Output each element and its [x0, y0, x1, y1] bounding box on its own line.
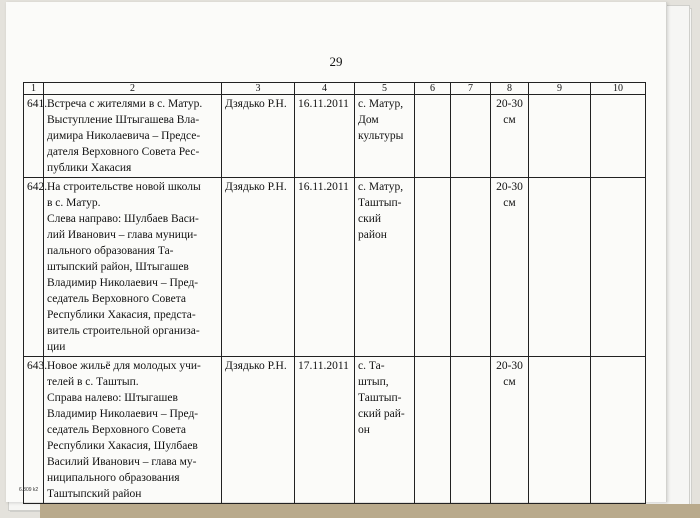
page-number: 29 [329, 54, 343, 69]
column-header: 6 [415, 83, 451, 95]
entry-col7 [451, 178, 491, 357]
entry-place: с. Та- штып, Таштып- ский рай- он [355, 357, 415, 504]
entry-description: Встреча с жителями в с. Матур. Выступление Штыгашева Вла- димира Николаевича – Предсе- дателя Верховного Совета Рес- публики Хакасия [44, 95, 222, 178]
column-header: 9 [529, 83, 591, 95]
entry-author: Дзядько Р.Н. [222, 357, 295, 504]
entry-description: На строительстве новой школы в с. Матур. Слева направо: Шулбаев Васи- лий Иванович – глава муници- пального образования Та- штыпский район, Штыгашев Владимир Николаевич – Пред- седатель Верховного Совета Республики Хакасия, предста- витель строительной организа- ции [44, 178, 222, 357]
entry-col10 [591, 95, 646, 178]
column-header: 7 [451, 83, 491, 95]
entry-col9 [529, 95, 591, 178]
scanner-edge [40, 504, 700, 518]
entry-number: 643. [24, 357, 44, 504]
entry-date: 16.11.2011 [295, 95, 355, 178]
print-stamp: 6.309 k2 [19, 487, 39, 493]
table-row [24, 178, 646, 357]
document-page [6, 2, 667, 502]
column-header: 8 [491, 83, 529, 95]
entry-col7 [451, 357, 491, 504]
column-header: 3 [222, 83, 295, 95]
entry-place: с. Матур, Дом культуры [355, 95, 415, 178]
entry-size: 20-30 см [491, 178, 529, 357]
entry-place: с. Матур, Таштып- ский район [355, 178, 415, 357]
register-table [23, 82, 646, 504]
entry-description: Новое жильё для молодых учи- телей в с. Таштып. Справа налево: Штыгашев Владимир Николаевич – Пред- седатель Верховного Совета Республики Хакасия, Шулбаев Василий Иванович – глава му- ниципального образования Таштыпский район [44, 357, 222, 504]
entry-size: 20-30 см [491, 95, 529, 178]
entry-number: 642. [24, 178, 44, 357]
table-row [24, 357, 646, 504]
entry-col6 [415, 178, 451, 357]
entry-author: Дзядько Р.Н. [222, 178, 295, 357]
entry-col10 [591, 357, 646, 504]
entry-size: 20-30 см [491, 357, 529, 504]
entry-number: 641. [24, 95, 44, 178]
table-row [24, 95, 646, 178]
column-number-row [24, 83, 646, 95]
column-header: 10 [591, 83, 646, 95]
column-header: 5 [355, 83, 415, 95]
entry-date: 16.11.2011 [295, 178, 355, 357]
entry-col6 [415, 95, 451, 178]
entry-col7 [451, 95, 491, 178]
entry-col6 [415, 357, 451, 504]
entry-col9 [529, 357, 591, 504]
entry-date: 17.11.2011 [295, 357, 355, 504]
entry-col10 [591, 178, 646, 357]
entry-col9 [529, 178, 591, 357]
column-header: 2 [44, 83, 222, 95]
column-header: 1 [24, 83, 44, 95]
column-header: 4 [295, 83, 355, 95]
entry-author: Дзядько Р.Н. [222, 95, 295, 178]
